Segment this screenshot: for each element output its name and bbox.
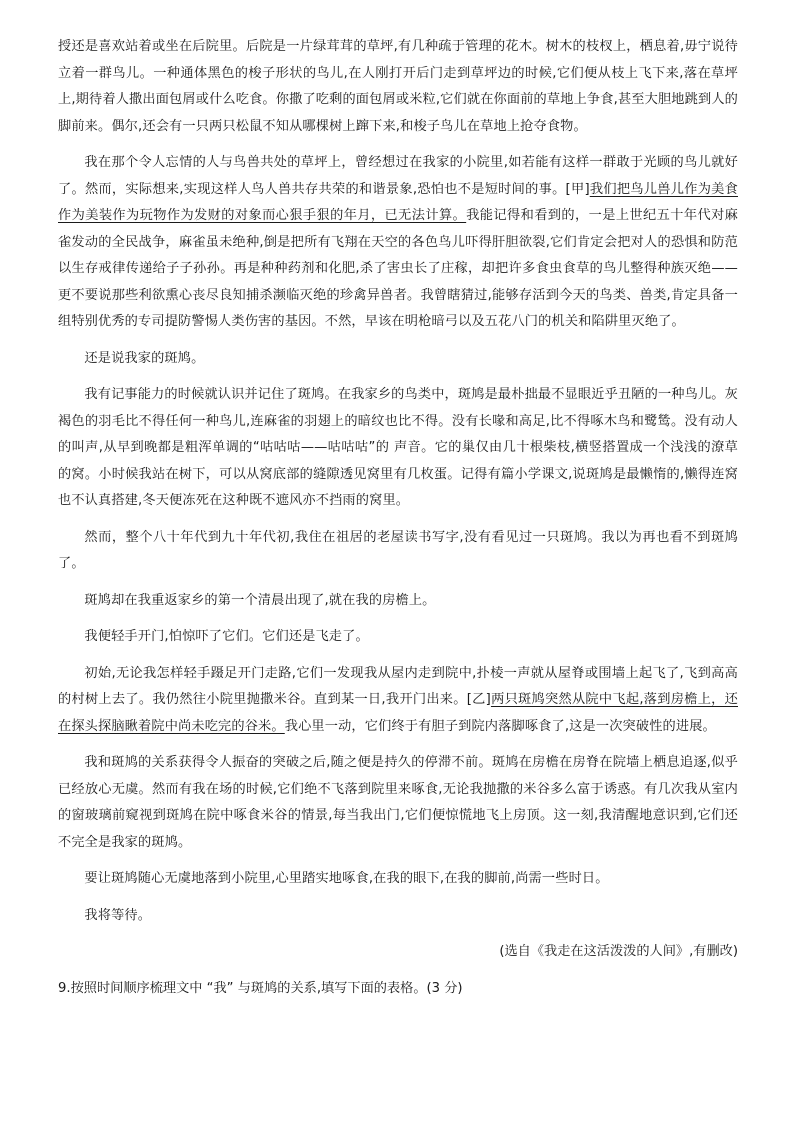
underlined-sentence-jia: 我们把鸟儿兽儿作为美食作为美装作为玩物作为发财的对象而心狠手狠的年月，已无法计算。 (58, 181, 738, 223)
paragraph-6: 斑鸠却在我重返家乡的第一个清晨出现了,就在我的房檐上。 (84, 592, 436, 608)
paragraph-2 (58, 150, 738, 336)
paragraph-5: 然而，整个八十年代到九十年代初,我住在祖居的老屋读书写字,没有看见过一只斑鸠。我以为再也看不到斑鸠了。 (58, 529, 738, 571)
paragraph-2-text-b: 我能记得和看到的，一是上世纪五十年代对麻雀发动的全民战争，麻雀虽未绝种,倒是把所有飞翔在天空的各色鸟儿吓得肝胆欲裂,它们肯定会把对人的恐惧和防范以生存戒律传递给子子孙孙。再是种种药剂和化肥,杀了害虫长了庄稼，却把许多食虫食草的鸟儿整得种族灭绝——更不要说那些利欲熏心丧尽良知捕杀濒临灭绝的珍禽异兽者。我曾瞎猜过,能够存活到今天的鸟类、兽类,肯定具备一组特别优秀的专司提防警惕人类伤害的基因。不然，早该在明枪暗弓以及五花八门的机关和陷阱里灭绝了。 (58, 208, 739, 329)
underlined-sentence-yi: 两只斑鸠突然从院中飞起,落到房檐上，还在探头探脑瞅着院中尚未吃完的谷米。 (58, 692, 738, 734)
paragraph-10: 要让斑鸠随心无虞地落到小院里,心里踏实地啄食,在我的眼下,在我的脚前,尚需一些时日。 (84, 871, 609, 886)
paragraph-9: 我和斑鸠的关系获得令人振奋的突破之后,随之便是持久的停滞不前。斑鸠在房檐在房脊在院墙上栖息追逐,似乎已经放心无虞。然而有我在场的时候,它们绝不飞落到院里来啄食,无论我抛撒的米谷多么富于诱惑。有几次我从室内的窗玻璃前窥视到斑鸠在院中啄食米谷的情景,每当我出门,它们便惊慌地飞上房顶。这一刻,我清醒地意识到,它们还不完全是我家的斑鸠。 (58, 755, 738, 850)
source-note: (选自《我走在这活泼泼的人间》,有删改) (499, 944, 738, 959)
document-page (58, 34, 738, 1002)
paragraph-8-text-a: 初始,无论我怎样轻手蹑足开门走路,它们一发现我从屋内走到院中,扑棱一声就从屋脊或围墙上起飞了,飞到高高的村树上去了。我仍然往小院里抛撒米谷。直到某一日,我开门出来。[乙] (58, 665, 738, 707)
paragraph-2-text-a: 我在那个令人忘情的人与鸟兽共处的草坪上，曾经想过在我家的小院里,如若能有这样一群敢于光顾的鸟儿就好了。然而，实际想来,实现这样人鸟人兽共存共荣的和谐景象,恐怕也不是短时间的事。[甲] (58, 155, 738, 197)
paragraph-7: 我便轻手开门,怕惊吓了它们。它们还是飞走了。 (84, 629, 369, 644)
paragraph-8-text-b: 我心里一动，它们终于有胆子到院内落脚啄食了,这是一次突破性的进展。 (284, 718, 716, 734)
paragraph-4: 我有记事能力的时候就认识并记住了斑鸠。在我家乡的鸟类中，斑鸠是最朴拙最不显眼近乎丑陋的一种鸟儿。灰褐色的羽毛比不得任何一种鸟儿,连麻雀的羽翅上的暗纹也比不得。没有长喙和高足,比不得啄木鸟和鹭鸶。没有动人的叫声,从早到晚都是粗浑单调的“咕咕咕——咕咕咕”的 声音。它的巢仅由几十根柴枝,横竖搭置成一个浅浅的潦草的窝。小时候我站在树下，可以从窝底部的缝隙透见窝里有几枚蛋。记得有篇小学课文,说斑鸠是最懒惰的,懒得连窝也不认真搭建,冬天便冻死在这种既不遮风亦不挡雨的窝里。 (58, 387, 738, 508)
paragraph-8 (58, 661, 738, 741)
question-9: 9.按照时间顺序梳理文中 “我” 与斑鸠的关系,填写下面的表格。(3 分) (58, 980, 463, 996)
paragraph-1: 授还是喜欢站着或坐在后院里。后院是一片绿茸茸的草坪,有几种疏于管理的花木。树木的枝杈上，栖息着,毋宁说待立着一群鸟儿。一种通体黑色的梭子形状的鸟儿,在人刚打开后门走到草坪边的时候,它们便从枝上飞下来,落在草坪上,期待着人撒出面包屑或什么吃食。你撒了吃剩的面包屑或米粒,它们就在你面前的草地上争食,甚至大胆地跳到人的脚前来。偶尔,还会有一只两只松鼠不知从哪棵树上蹿下来,和梭子鸟儿在草地上抢夺食物。 (58, 39, 738, 134)
paragraph-3: 还是说我家的斑鸠。 (84, 350, 205, 366)
paragraph-11: 我将等待。 (84, 907, 152, 923)
